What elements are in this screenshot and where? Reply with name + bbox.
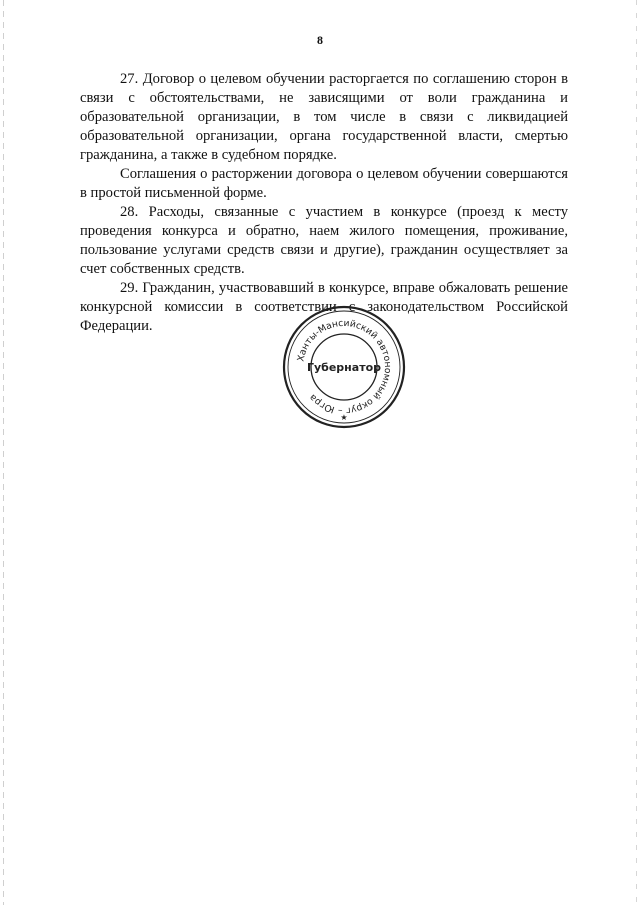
paragraph-29: 29. Гражданин, участвовавший в конкурсе, вправе обжаловать решение конкурсной комиссии в соответствии с законодательством Российской Федерации. (80, 280, 568, 334)
scan-edge-left (3, 0, 4, 905)
seal-center-text: Губернатор (306, 361, 382, 374)
paragraph-28: 28. Расходы, связанные с участием в конкурсе (проезд к месту проведения конкурса и обратно, наем жилого помещения, проживание, пользование услугами средств связи и другие), гражданин осуществляет за счет собственных средств. (80, 204, 568, 277)
page-number: 8 (317, 33, 323, 47)
paragraph-27: 27. Договор о целевом обучении расторгается по соглашению сторон в связи с обстоятельствами, не зависящими от воли гражданина и образовательной организации, в том числе в связи с ликвидацией образовательной организации, органа государственной власти, смертью гражданина, а также в судебном порядке. (80, 71, 568, 163)
paragraph-agreements: Соглашения о расторжении договора о целевом обучении совершаются в простой письменной форме. (80, 166, 568, 201)
scan-edge-right (636, 0, 637, 905)
seal-ring-text: Ханты-Мансийский автономный округ – Югра (295, 317, 394, 417)
document-body (80, 70, 568, 336)
seal-star-icon: ★ (340, 413, 348, 422)
official-seal (280, 303, 408, 431)
